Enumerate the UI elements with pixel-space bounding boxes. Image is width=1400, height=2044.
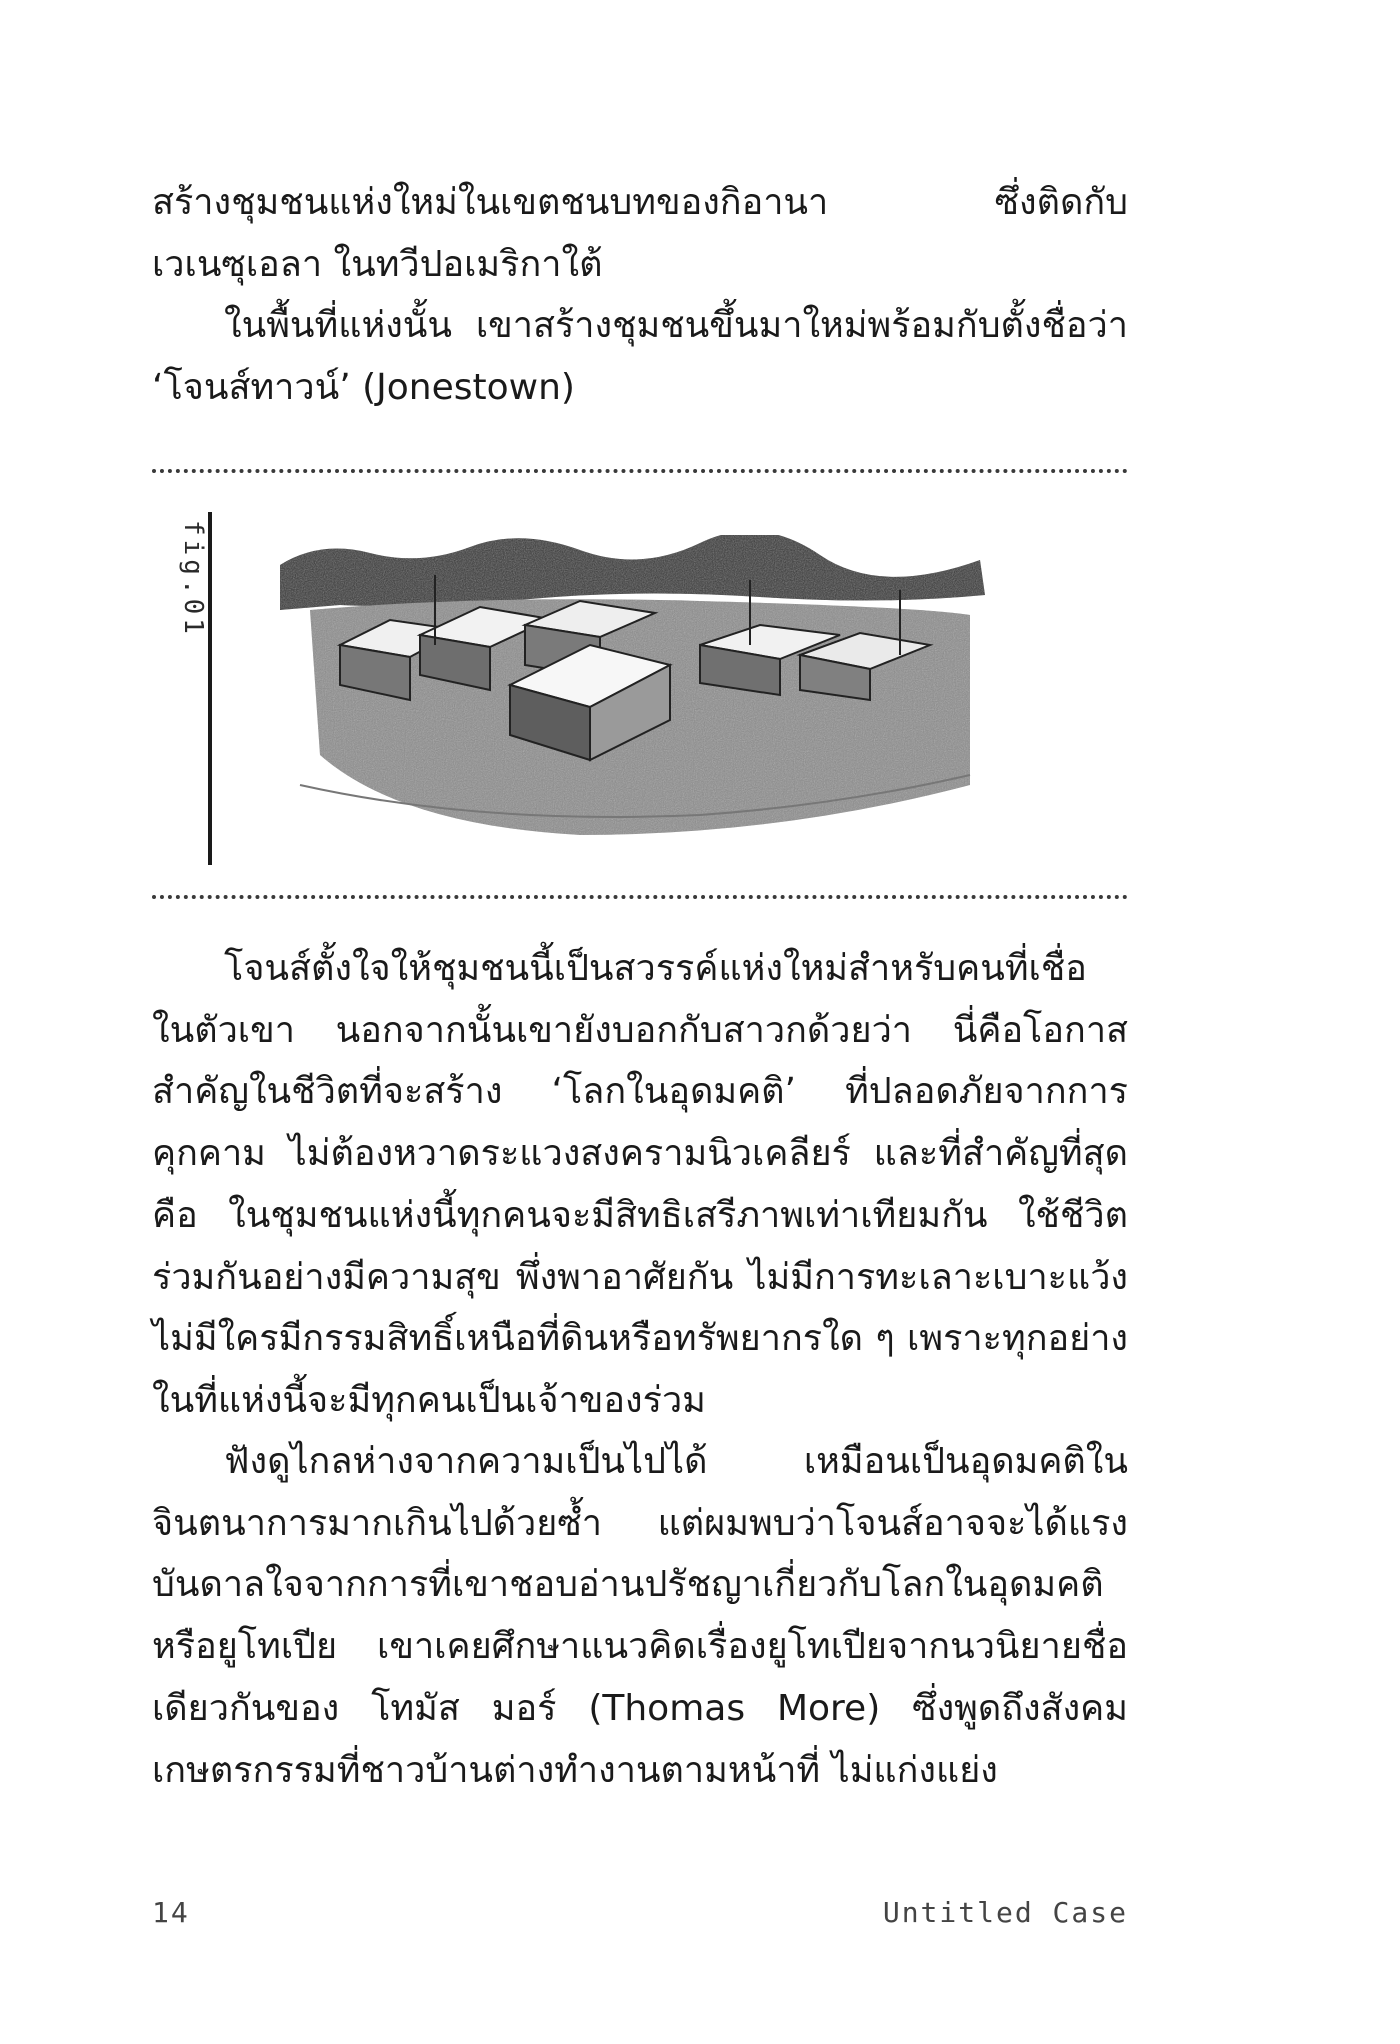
paragraph-utopia: โจนส์ตั้งใจให้ชุมชนนี้เป็นสวรรค์แห่งใหม่สำหรับคนที่เชื่อในตัวเขา นอกจากนั้นเขายังบอกกับสาวกด้วยว่า นี่คือโอกาสสำคัญในชีวิตที่จะสร้าง ‘โลกในอุดมคติ’ ที่ปลอดภัยจากการคุกคาม ไม่ต้องหวาดระแวงสงครามนิวเคลียร์ และที่สำคัญที่สุดคือ ในชุมชนแห่งนี้ทุกคนจะมีสิทธิเสรีภาพเท่าเทียมกัน ใช้ชีวิตร่วมกันอย่างมีความสุข พึ่งพาอาศัยกัน ไม่มีการทะเลาะเบาะแว้ง ไม่มีใครมีกรรมสิทธิ์เหนือที่ดินหรือทรัพยากรใด ๆ เพราะทุกอย่างในที่แห่งนี้จะมีทุกคนเป็นเจ้าของร่วม	[152, 948, 1128, 1421]
jonestown-sketch-illustration	[280, 535, 990, 855]
page-number: 14	[152, 1896, 190, 1929]
figure-label: fig.01	[178, 520, 208, 638]
paragraph-jonestown: ในพื้นที่แห่งนั้น เขาสร้างชุมชนขึ้นมาใหม่พร้อมกับตั้งชื่อว่า ‘โจนส์ทาวน์’ (Jonestown)	[152, 305, 1128, 408]
paragraph-thomas-more: ฟังดูไกลห่างจากความเป็นไปได้ เหมือนเป็นอุดมคติในจินตนาการมากเกินไปด้วยซ้ำ แต่ผมพบว่าโจนส์อาจจะได้แรงบันดาลใจจากการที่เขาชอบอ่านปรัชญาเกี่ยวกับโลกในอุดมคติหรือยูโทเปีย เขาเคยศึกษาแนวคิดเรื่องยูโทเปียจากนวนิยายชื่อเดียวกันของ โทมัส มอร์ (Thomas More) ซึ่งพูดถึงสังคมเกษตรกรรมที่ชาวบ้านต่างทำงานตามหน้าที่ ไม่แก่งแย่ง	[152, 1441, 1128, 1791]
dotted-rule-top	[152, 469, 1128, 473]
figure-bar	[208, 512, 212, 865]
dotted-rule-bottom	[152, 895, 1128, 899]
running-footer-title: Untitled Case	[882, 1896, 1128, 1929]
paragraph-continued: สร้างชุมชนแห่งใหม่ในเขตชนบทของกิอานา ซึ่งติดกับเวเนซุเอลา ในทวีปอเมริกาใต้	[152, 182, 1128, 285]
